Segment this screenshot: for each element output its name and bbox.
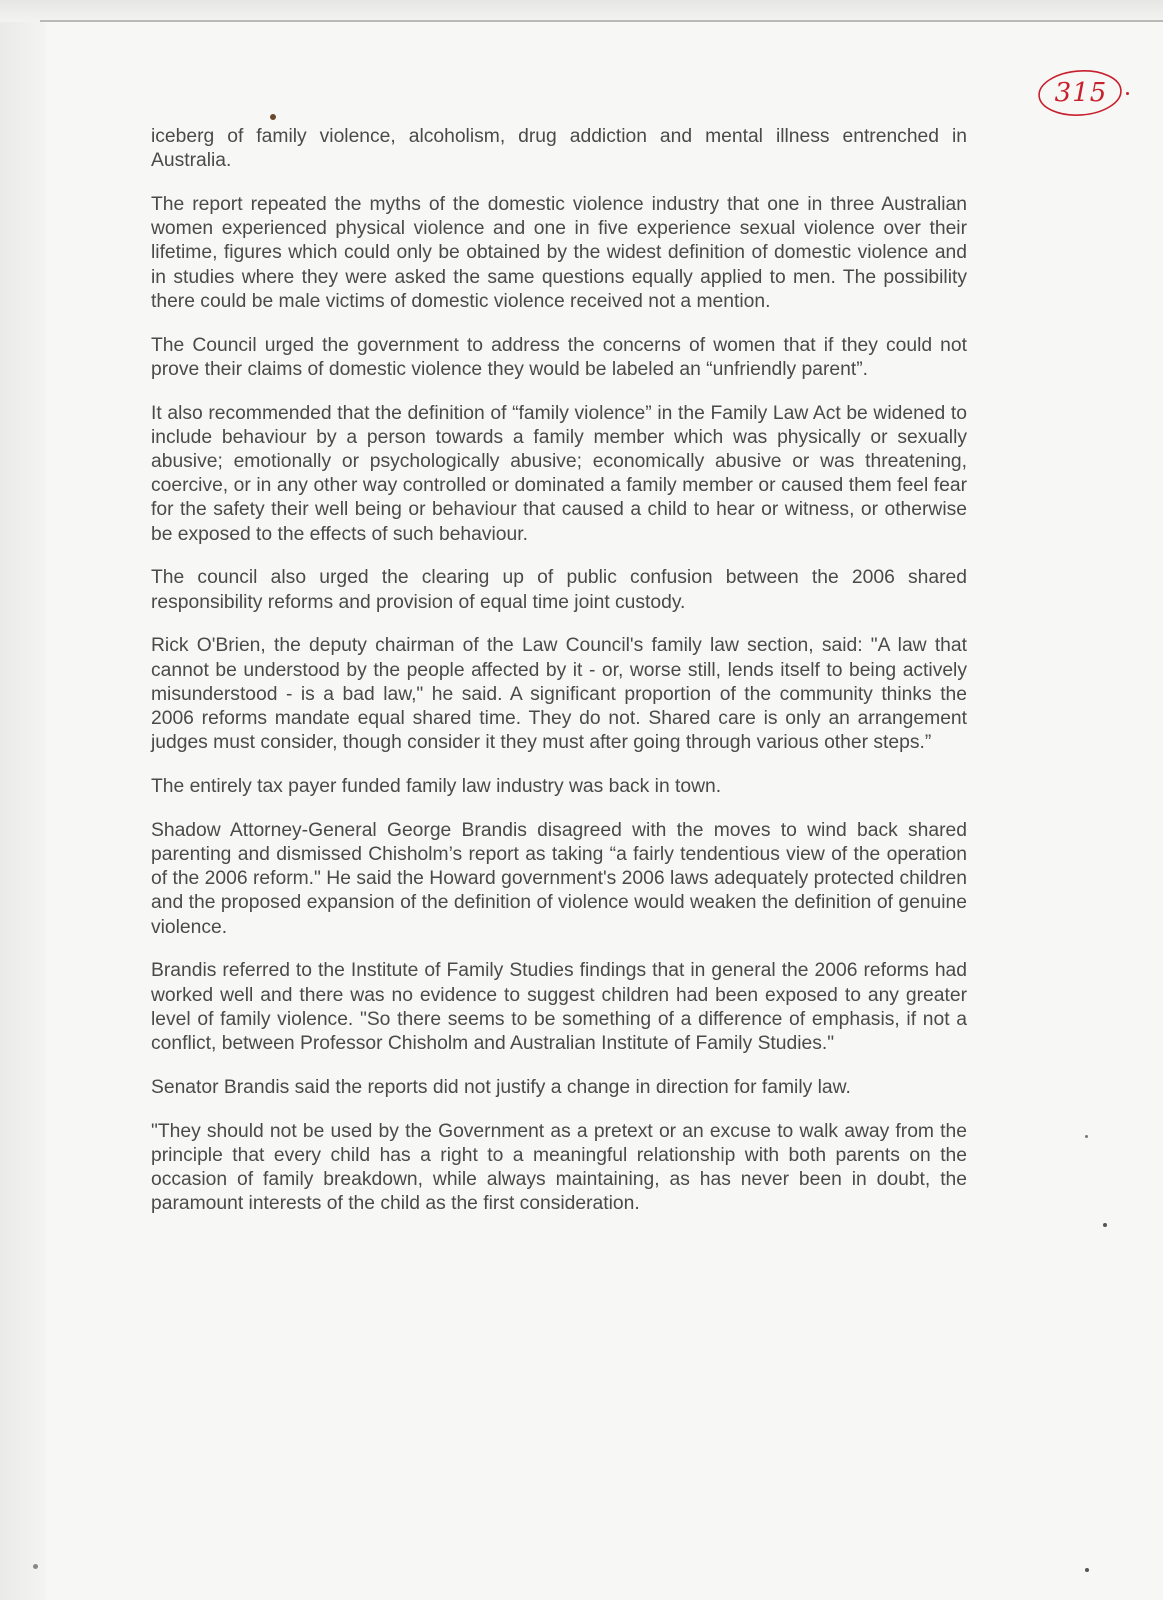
paragraph: It also recommended that the definition of “family violence” in the Family Law Act be widened to include behaviour by a person towards a family member which was physically or sexually abusive; emotionally or psychologically abusive; economically abusive or was threatening, coercive, or in any other way controlled or dominated a family member or caused them feel fear for the safety their well being or behaviour that caused a child to hear or witness, or otherwise be exposed to the effects of such behaviour. [151,402,967,545]
paragraph: Rick O'Brien, the deputy chairman of the Law Council's family law section, said: "A law that cannot be understood by the people affected by it - or, worse still, lends itself to being actively misunderstood - is a bad law," he said. A significant proportion of the community thinks the 2006 reforms mandate equal shared time. They do not. Shared care is only an arrangement judges must consider, though consider it they must after going through various other steps.” [151,635,967,754]
paragraph: Shadow Attorney-General George Brandis disagreed with the moves to wind back shared parenting and dismissed Chisholm’s report as taking “a fairly tendentious view of the operation of the 2006 reform." He said the Howard government's 2006 laws adequately protected children and the proposed expansion of the definition of violence would weaken the definition of genuine violence. [151,819,967,938]
paragraph: "They should not be used by the Government as a pretext or an excuse to walk away from the principle that every child has a right to a meaningful relationship with both parents on the occasion of family breakdown, while always maintaining, as has never been in doubt, the paramount interests of the child as the first consideration. [151,1120,967,1215]
paragraph: Brandis referred to the Institute of Family Studies findings that in general the 2006 reforms had worked well and there was no evidence to suggest children had been exposed to any greater level of family violence. "So there seems to be something of a difference of emphasis, if not a conflict, between Professor Chisholm and Australian Institute of Family Studies." [151,960,967,1055]
scan-border-top [0,0,1163,22]
scan-border-left [0,0,46,1600]
paragraph: The entirely tax payer funded family law industry was back in town. [151,776,722,798]
paragraph: iceberg of family violence, alcoholism, drug addiction and mental illness entrenched in Australia. [151,126,967,172]
scan-speck [1085,1568,1089,1572]
scan-speck [1126,92,1129,95]
scan-speck [33,1564,38,1569]
paragraph: Senator Brandis said the reports did not justify a change in direction for family law. [151,1076,851,1098]
page-number-text: 315 [1054,78,1108,108]
ink-dot [270,114,276,120]
page-number-annotation [1036,68,1126,118]
paragraph: The Council urged the government to address the concerns of women that if they could not prove their claims of domestic violence they would be labeled an “unfriendly parent”. [151,334,967,380]
scan-speck [1085,1135,1088,1138]
paragraph: The report repeated the myths of the domestic violence industry that one in three Australian women experienced physical violence and one in five experience sexual violence over their lifetime, figures which could only be obtained by the widest definition of domestic violence and in studies where they were asked the same questions equally applied to men. The possibility there could be male victims of domestic violence received not a mention. [151,194,967,312]
document-body [151,125,967,1236]
paragraph: The council also urged the clearing up of public confusion between the 2006 shared responsibility reforms and provision of equal time joint custody. [151,567,967,613]
scan-speck [1103,1223,1107,1227]
